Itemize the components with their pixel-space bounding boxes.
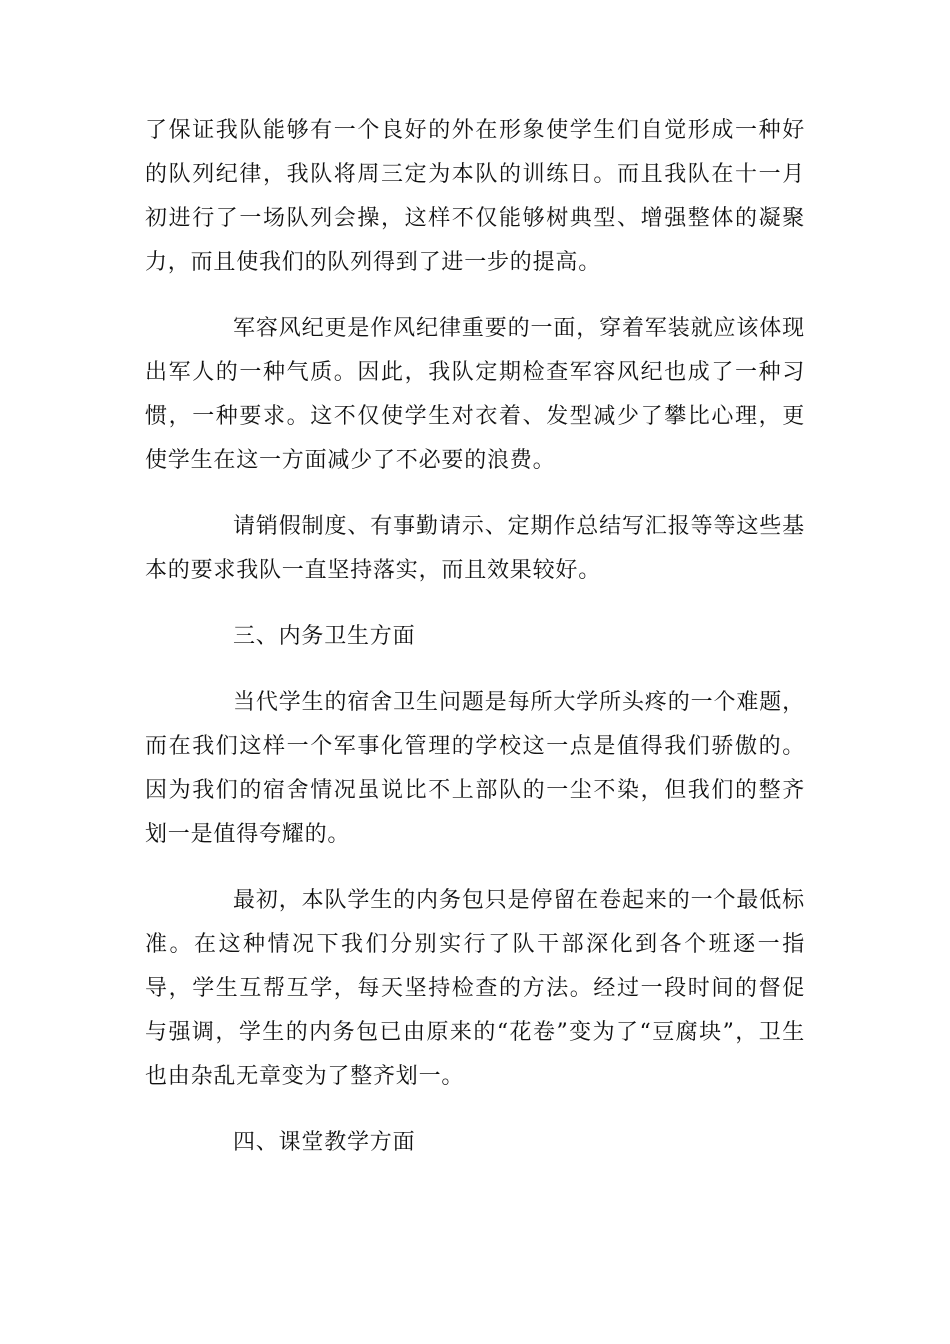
paragraph-leave-system: 请销假制度、有事勤请示、定期作总结写汇报等等这些基本的要求我队一直坚持落实，而且效果较好。 — [145, 514, 805, 583]
section-heading-classroom-teaching: 四、课堂教学方面 — [233, 1130, 416, 1155]
document-body — [145, 109, 805, 1187]
paragraph-formation-training: 了保证我队能够有一个良好的外在形象使学生们自觉形成一种好的队列纪律，我队将周三定为本队的训练日。而且我队在十一月初进行了一场队列会操，这样不仅能够树典型、增强整体的凝聚力，而且使我们的队列得到了进一步的提高。 — [145, 118, 805, 275]
paragraph-military-appearance: 军容风纪更是作风纪律重要的一面，穿着军装就应该体现出军人的一种气质。因此，我队定期检查军容风纪也成了一种习惯，一种要求。这不仅使学生对衣着、发型减少了攀比心理，更使学生在这一方面减少了不必要的浪费。 — [145, 316, 805, 473]
paragraph-dorm-hygiene: 当代学生的宿舍卫生问题是每所大学所头疼的一个难题，而在我们这样一个军事化管理的学校这一点是值得我们骄傲的。因为我们的宿舍情况虽说比不上部队的一尘不染，但我们的整齐划一是值得夸耀的。 — [145, 690, 805, 847]
section-heading-dorm-hygiene: 三、内务卫生方面 — [233, 624, 416, 649]
paragraph-bedding-standard: 最初，本队学生的内务包只是停留在卷起来的一个最低标准。在这种情况下我们分别实行了队干部深化到各个班逐一指导，学生互帮互学，每天坚持检查的方法。经过一段时间的督促与强调，学生的内务包已由原来的“花卷”变为了“豆腐块”，卫生也由杂乱无章变为了整齐划一。 — [145, 888, 805, 1089]
